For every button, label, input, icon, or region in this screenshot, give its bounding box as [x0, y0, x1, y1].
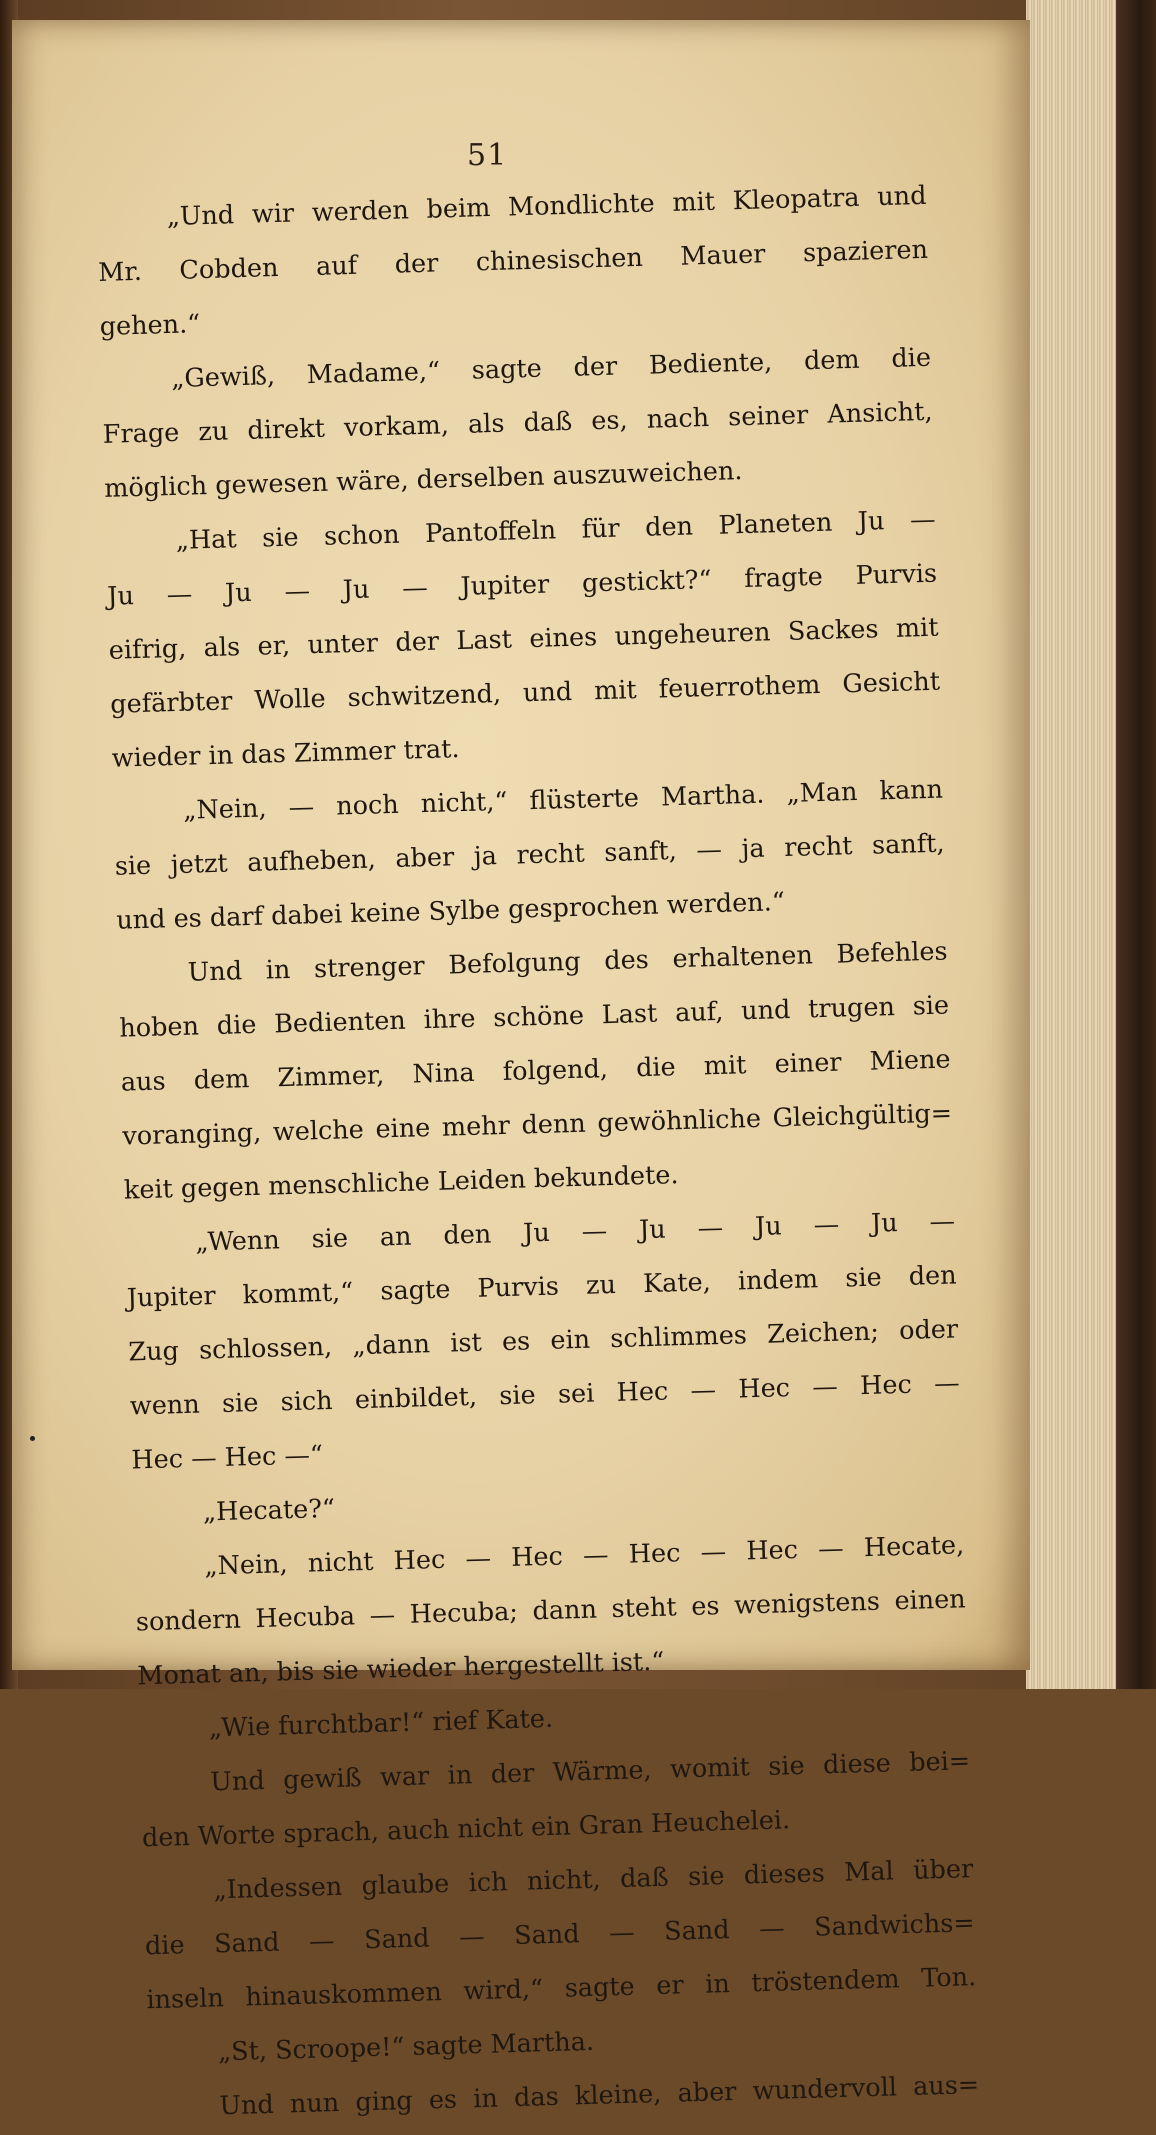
text-line: inseln hinauskommen wird,“ sagte er in tröstendem Ton. — [146, 1962, 977, 2016]
text-line: Hec — Hec —“ — [131, 1440, 324, 1476]
body-text — [96, 169, 980, 2135]
text-line: „Wenn sie an den Ju — Ju — Ju — Ju — — [194, 1206, 956, 1258]
book-page — [12, 20, 1030, 2122]
text-line: „Wie furchtbar!“ rief Kate. — [208, 1703, 554, 1744]
text-line: die Sand — Sand — Sand — Sand — Sandwichs= — [144, 1908, 976, 1962]
text-line: Zug schlossen, „dann ist es ein schlimmes Zeichen; oder — [127, 1314, 959, 1368]
text-line: voranging, welche eine mehr denn gewöhnliche Gleichgültig= — [121, 1098, 953, 1152]
text-line: möglich gewesen wäre, derselben auszuweichen. — [103, 456, 743, 504]
text-line: hoben die Bedienten ihre schöne Last auf, und trugen sie — [118, 990, 950, 1044]
text-line: Ju — Ju — Ju — Jupiter gestickt?“ fragte Purvis — [106, 558, 938, 612]
text-line: „Gewiß, Madame,“ sagte der Bediente, dem die — [170, 342, 932, 394]
text-line: keit gegen menschliche Leiden bekundete. — [123, 1160, 679, 1206]
text-line: aus dem Zimmer, Nina folgend, die mit einer Miene — [120, 1044, 951, 1098]
page-number: 51 — [467, 138, 508, 173]
text-line: „St, Scroope!“ sagte Martha. — [217, 2026, 595, 2068]
text-line: Frage zu direkt vorkam, als daß es, nach seiner Ansicht, — [102, 396, 933, 450]
text-line: eifrig, als er, unter der Last eines ungeheuren Sackes mit — [108, 612, 939, 666]
text-line: „Hat sie schon Pantoffeln für den Planeten Ju — — [175, 504, 936, 556]
text-line: Jupiter kommt,“ sagte Purvis zu Kate, indem sie den — [126, 1260, 958, 1314]
text-line: „Indessen glaube ich nicht, daß sie dieses Mal über — [213, 1854, 974, 1906]
text-line: gehen.“ — [99, 309, 201, 342]
text-line: „Nein, nicht Hec — Hec — Hec — Hec — Hecate, — [204, 1530, 965, 1582]
text-line: sondern Hecuba — Hecuba; dann steht es wenigstens einen — [135, 1584, 967, 1638]
text-line: sie jetzt aufheben, aber ja recht sanft, — ja recht sanft, — [114, 828, 945, 882]
text-line: und es darf dabei keine Sylbe gesprochen werden.“ — [115, 887, 786, 936]
book-cover-edge — [1116, 0, 1156, 1689]
text-line: gefärbter Wolle schwitzend, und mit feuerrothem Gesicht — [109, 666, 941, 720]
margin-mark — [30, 1436, 35, 1441]
text-line: Und in strenger Befolgung des erhaltenen Befehles — [187, 936, 948, 988]
text-line: Mr. Cobden auf der chinesischen Mauer spazieren — [97, 234, 929, 288]
text-line: Und nun ging es in das kleine, aber wundervoll aus= — [219, 2070, 980, 2122]
text-line: wieder in das Zimmer trat. — [111, 734, 460, 774]
text-line: „Und wir werden beim Mondlichte mit Kleopatra und — [166, 180, 927, 233]
text-line: wenn sie sich einbildet, sie sei Hec — Hec — Hec — — [129, 1368, 961, 1422]
text-line: den Worte sprach, auch nicht ein Gran Heuchelei. — [141, 1805, 791, 1854]
text-line: „Nein, — noch nicht,“ flüsterte Martha. „Man kann — [182, 774, 944, 826]
text-line: Monat an, bis sie wieder hergestellt ist.“ — [137, 1646, 665, 1692]
text-line: Und gewiß war in der Wärme, womit sie diese bei= — [210, 1746, 971, 1798]
text-line: „Hecate?“ — [202, 1493, 336, 1528]
